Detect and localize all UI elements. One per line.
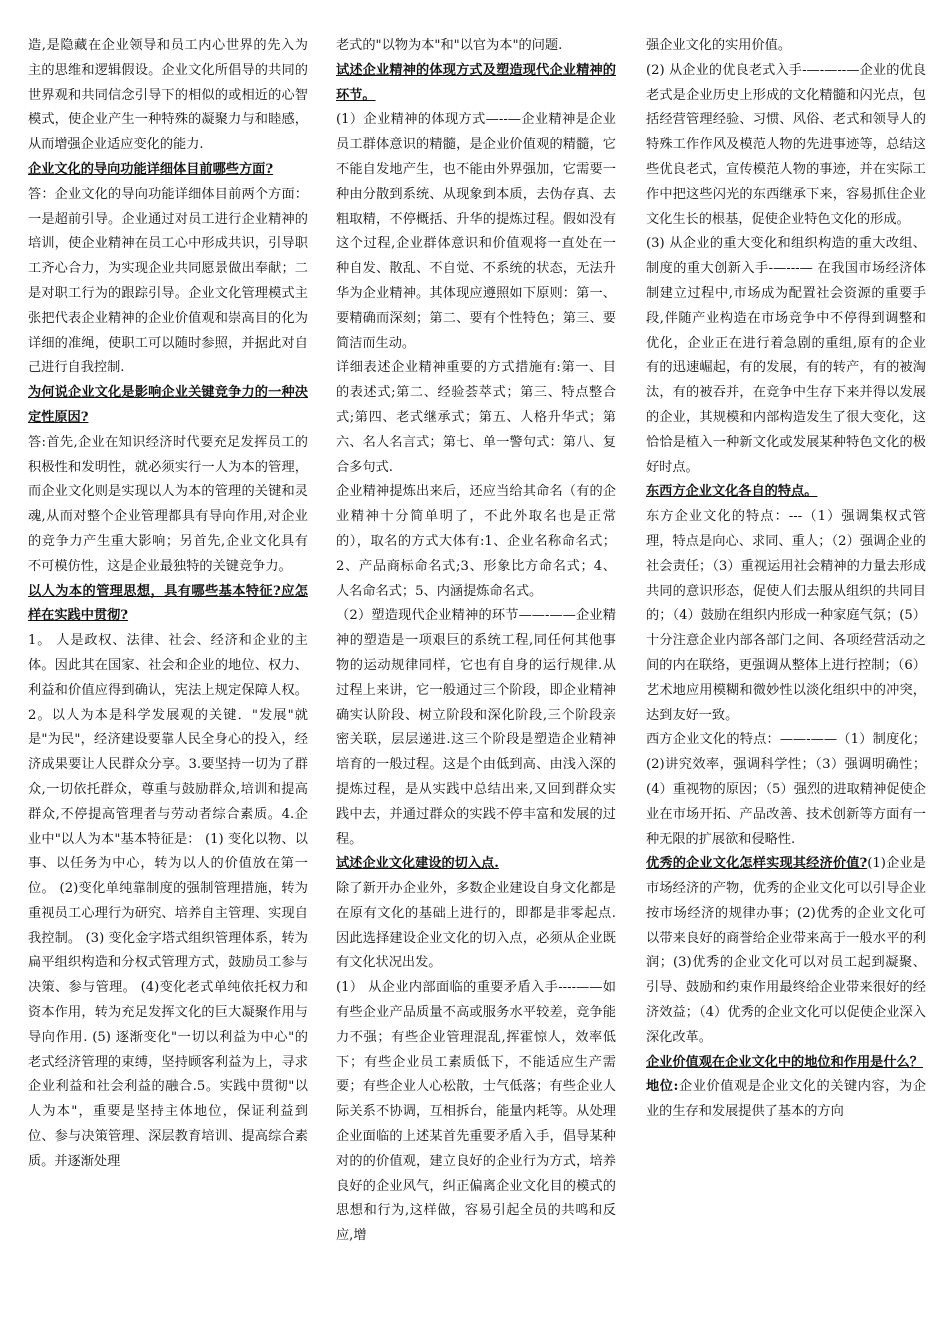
- paragraph: 企业精神提炼出来后，还应当给其命名（有的企业精神十分简单明了，不此外取名也是正常的），取名的方式大体有:1、企业名称命名式；2、产品商标命名式;3、形象比方命名式；4、人名命名式；5、内涵提炼命名式。: [336, 484, 616, 599]
- column-left: [28, 34, 308, 1175]
- section-heading: 东西方企业文化各自的特点。: [646, 484, 818, 500]
- paragraph: 答:首先,企业在知识经济时代要充足发挥员工的积极性和发明性，就必须实行一人为本的管理，而企业文化则是实现以人为本的管理的关键和灵魂,从而对整个企业管理都具有导向作用,对企业的竞争力产生重大影响；另首先,企业文化具有不可模仿性，这是企业最独特的关键竞争力。: [28, 434, 308, 574]
- paragraph: [646, 852, 926, 1050]
- section-heading: 试述企业文化建设的切入点.: [336, 856, 499, 872]
- paragraph: 东方企业文化的特点：---（1）强调集权式管理，特点是向心、求同、重人；（2）强调企业的社会责任；（3）重视运用社会精神的力量去形成共同的意识形态，促使人们去服从组织的共同目的；（4）鼓励在组织内形成一种家庭气氛；(5）十分注意企业内部各部门之间、各项经营活动之间的内在联络，更强调从整体上进行控制；（6）艺术地应用模糊和微妙性以淡化组织中的冲突，达到友好一致。: [646, 509, 926, 723]
- paragraph: [646, 1075, 926, 1125]
- paragraph: 西方企业文化的特点：——-——（1）制度化；(2)讲究效率，强调科学性；（3）强调明确性；(4）重视物的原因；（5）强烈的进取精神促使企业在市场开拓、产品改善、技术创新等方面有一种无限的扩展欲和侵略性.: [646, 732, 926, 847]
- paragraph: 除了新开办企业外，多数企业建设自身文化都是在原有文化的基础上进行的，即都是非零起点.因此选择建设企业文化的切入点，必须从企业既有文化状况出发。: [336, 881, 616, 971]
- paragraph: 详细表述企业精神重要的方式措施有:第一、目的表述式;第二、经验荟萃式；第三、特点整合式;第四、老式继承式；第五、人格升华式；第六、名人名言式；第七、单一警句式：第八、复合多句式.: [336, 360, 616, 475]
- section-heading: 试述企业精神的体现方式及塑造现代企业精神的环节。: [336, 62, 616, 103]
- paragraph: 答：企业文化的导向功能详细体目前两个方面：一是超前引导。企业通过对员工进行企业精神的培训，使企业精神在员工心中形成共识，引导职工齐心合力，为实现企业共同愿景做出奉献；二是对职工行为的跟踪引导。企业文化管理模式主张把代表企业精神的企业价值观和崇高目的化为详细的准绳，使职工可以随时参照，并据此对自己进行自我控制.: [28, 186, 308, 376]
- paragraph: 老式的"以物为本"和"以官为本"的问题.: [336, 38, 563, 53]
- paragraph: 造,是隐藏在企业领导和员工内心世界的先入为主的思维和逻辑假设。企业文化所倡导的共同的世界观和共同信念引导下的相似的或相近的心智模式，使企业产生一种特殊的凝聚力与和睦感，从而增强企业适应变化的能力.: [28, 38, 308, 153]
- paragraph-text: (1)企业是市场经济的产物，优秀的企业文化可以引导企业按市场经济的规律办事；(2)优秀的企业文化可以带来良好的商誉给企业带来高于一般水平的利润；(3)优秀的企业文化可以对员工起到凝聚、引导、鼓励和约束作用最终给企业带来很好的经济效益；（4）优秀的企业文化可以促使企业深入深化改革。: [646, 856, 926, 1045]
- section-heading: 企业价值观在企业文化中的地位和作用是什么？: [646, 1054, 923, 1070]
- paragraph: 强企业文化的实用价值。: [646, 38, 792, 53]
- paragraph: (2) 从企业的优良老式入手-—-—--—企业的优良老式是企业历史上形成的文化精髓和闪光点，包括经营管理经验、习惯、风俗、老式和领导人的特殊工作作风及模范人物的先进事迹等，总结这些优良老式，宣传模范人物的事迹，并在实际工作中把这些闪光的东西继承下来，容易抓住企业文化生长的根基，促使企业特色文化的形成。: [646, 62, 926, 227]
- column-middle: [336, 34, 616, 1249]
- section-heading: 以人为本的管理思想，具有哪些基本特征?应怎样在实践中贯彻?: [28, 583, 308, 624]
- paragraph-text: 企业价值观是企业文化的关键内容，为企业的生存和发展提供了基本的方向: [646, 1079, 927, 1120]
- paragraph: (1）企业精神的体现方式—--—企业精神是企业员工群体意识的精髓，是企业价值观的精髓，它不能自发地产生，也不能由外界强加，它需要一种由分散到系统、从现象到本质，去伪存真、去粗取精，不停概括、升华的提炼过程。假如没有这个过程,企业群体意识和价值观将一直处在一种自发、散乱、不自觉、不系统的状态，无法升华为企业精神。其体现应遵照如下原则：第一、要精确而深刻；第二、要有个性特色；第三、要简洁而生动。: [336, 112, 616, 351]
- paragraph: (1） 从企业内部面临的重要矛盾入手----——如有些企业产品质量不高或服务水平较差，竞争能力不强；有些企业管理混乱,挥霍惊人，效率低下；有些企业员工素质低下，不能适应生产需要；有些企业人心松散，士气低落；有些企业人际关系不协调，互相拆台，能量内耗等。从处理企业面临的上述某首先重要矛盾入手，倡导某种对的的价值观，建立良好的企业行为方式，培养良好的企业风气，纠正偏离企业文化目的模式的思想和行为,这样做，容易引起全员的共鸣和反应,增: [336, 980, 616, 1244]
- section-heading: 优秀的企业文化怎样实现其经济价值?: [646, 856, 868, 872]
- lead-label: 地位:: [646, 1079, 679, 1095]
- paragraph: 1。 人是政权、法律、社会、经济和企业的主体。因此其在国家、社会和企业的地位、权力、利益和价值应得到确认，宪法上规定保障人权。2。以人为本是科学发展观的关键．"发展"就是"为民"，经济建设要靠人民全身心的投入，经济成果要让人民群众分享。3.要坚持一切为了群众,一切依托群众，尊重与鼓励群众,培训和提高群众,不停提高管理者与劳动者综合素质。4.企业中"以人为本"基本特征是： (1) 变化以物、以事、以任务为中心，转为以人的价值放在第一位。 (2)变化单纯靠制度的强制管理措施，转为重视员工心理行为研究、培养自主管理、实现自我控制。 (3) 变化金字塔式组织管理体系，转为扁平组织构造和分权式管理方式，鼓励员工参与决策、参与管理。 (4)变化老式单纯依托权力和资本作用，转为充足发挥文化的巨大凝聚作用与导向作用. (5) 逐渐变化"一切以利益为中心"的老式经济管理的束缚，坚持顾客利益为上，寻求企业利益和社会利益的融合.5。实践中贯彻"以人为本"，重要是坚持主体地位，保证利益到位、参与决策管理、深层教育培训、提高综合素质。并逐渐处理: [28, 633, 308, 1169]
- section-heading: 企业文化的导向功能详细体目前哪些方面?: [28, 161, 274, 177]
- paragraph: （2）塑造现代企业精神的环节——-——企业精神的塑造是一项艰巨的系统工程,同任何其他事物的运动规律同样，它也有自身的运行规律.从过程上来讲，它一般通过三个阶段，即企业精神确实认阶段、树立阶段和深化阶段,三个阶段亲密关联，层层递进.这三个阶段是塑造企业精神培育的一般过程。这是个由低到高、由浅入深的提炼过程，是从实践中总结出来,又回到群众实践中去，并通过群众的实践不停丰富和发展的过程。: [336, 608, 616, 847]
- paragraph: (3) 从企业的重大变化和组织构造的重大改组、制度的重大创新入手-—---— 在我国市场经济体制建立过程中,市场成为配置社会资源的重要手段,伴随产业构造在市场竞争中不停得到调整和优化，企业正在进行着急剧的重组,原有的企业有的迅速崛起，有的发展，有的转产，有的被淘汰，有的被吞并，在竞争中生存下来并得以发展的企业，其规模和内部构造发生了很大变化，这恰恰是植入一种新文化或发展某种特色文化的极好时点。: [646, 236, 926, 475]
- column-right: [646, 34, 926, 1125]
- section-heading: 为何说企业文化是影响企业关键竞争力的一种决定性原因?: [28, 385, 308, 425]
